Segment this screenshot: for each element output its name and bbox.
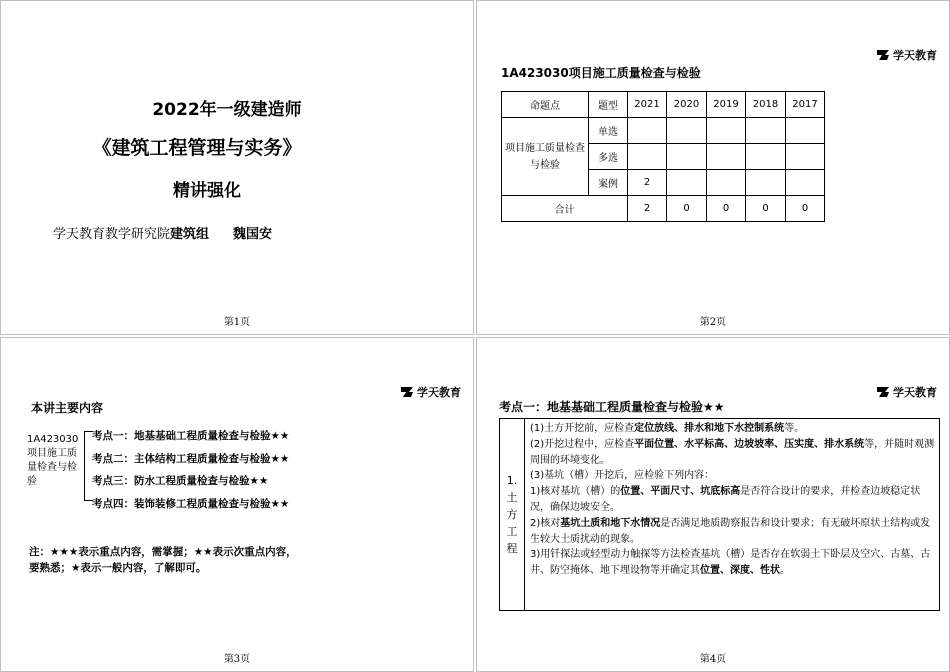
- topic-list: [92, 425, 289, 515]
- page-title: 1A423030项目施工质量检查与检验: [501, 66, 701, 80]
- header-year: 2019: [707, 92, 746, 118]
- cover-year-title: 2022年一级建造师: [152, 100, 302, 120]
- table-total-row: [502, 196, 825, 222]
- total-label: 合计: [502, 196, 628, 222]
- slide-page-4: [476, 337, 950, 672]
- type-cell: 多选: [589, 144, 628, 170]
- value-cell: 2: [628, 170, 667, 196]
- paragraph: 3)用钎探法或轻型动力触探等方法检查基坑（槽）是否存在软弱土下卧层及空穴、古墓、古井、防空掩体、地下埋设物等并确定其位置、深度、性状。: [530, 549, 931, 577]
- topic-code-desc: 项目施工质量检查与检验: [27, 448, 77, 487]
- exam-stats-table: [501, 91, 825, 222]
- topic-code-block: [27, 433, 79, 489]
- brand-logo-icon: [876, 386, 890, 398]
- legend-note-line: 要熟悉；★表示一般内容，了解即可。: [29, 562, 207, 574]
- total-cell: 0: [707, 196, 746, 222]
- paragraph: 1)核对基坑（槽）的位置、平面尺寸、坑底标高是否符合设计的要求，并检查边坡稳定状况，确保边坡安全。: [530, 486, 921, 513]
- paragraph: 2)核对基坑土质和地下水情况是否满足地质勘察报告和设计要求；有无破坏原状土结构或发生较大土质扰动的现象。: [530, 517, 931, 545]
- value-cell: [707, 144, 746, 170]
- type-cell: 单选: [589, 118, 628, 144]
- value-cell: [628, 118, 667, 144]
- header-year: 2021: [628, 92, 667, 118]
- value-cell: [786, 118, 825, 144]
- paragraph: (3)基坑（槽）开挖后，应检验下列内容：: [530, 470, 715, 482]
- brand-logo-text: 学天教育: [893, 49, 937, 62]
- brand-logo-text: 学天教育: [893, 386, 937, 399]
- list-item: 考点一：地基基础工程质量检查与检验★★: [92, 430, 290, 442]
- brand-logo: [876, 384, 937, 400]
- author-name: 魏国安: [233, 227, 273, 242]
- content-text: [530, 421, 935, 579]
- paragraph: (2)开挖过程中，应检查平面位置、水平标高、边坡坡率、压实度、排水系统等，并随时观测周围的环境变化。: [530, 438, 935, 466]
- page-footer: 第3页: [223, 654, 251, 665]
- author-group: 建筑组: [170, 227, 210, 242]
- value-cell: [628, 144, 667, 170]
- header-year: 2018: [746, 92, 786, 118]
- header-type: 题型: [589, 92, 628, 118]
- paragraph: (1)土方开挖前，应检查定位放线、排水和地下水控制系统等。: [530, 423, 805, 434]
- value-cell: [667, 170, 707, 196]
- header-topic: 命题点: [502, 92, 589, 118]
- value-cell: [667, 144, 707, 170]
- section-label: 1.土方工程: [506, 474, 518, 555]
- value-cell: [746, 170, 786, 196]
- page-footer: 第4页: [699, 654, 727, 665]
- content-box: [499, 418, 940, 611]
- cover-author-line: [53, 223, 272, 242]
- topic-cell: 项目施工质量检查与检验: [502, 118, 589, 196]
- page-footer: 第2页: [699, 317, 727, 328]
- author-org: 学天教育教学研究院: [53, 227, 171, 242]
- total-cell: 0: [786, 196, 825, 222]
- total-cell: 2: [628, 196, 667, 222]
- section-label-cell: [500, 419, 525, 610]
- slide-page-3: [0, 337, 474, 672]
- brand-logo: [400, 384, 461, 400]
- page-footer: 第1页: [223, 317, 251, 328]
- value-cell: [707, 170, 746, 196]
- value-cell: [786, 144, 825, 170]
- value-cell: [746, 118, 786, 144]
- type-cell: 案例: [589, 170, 628, 196]
- brand-logo: [876, 47, 937, 63]
- legend-note-line: 注：★★★表示重点内容，需掌握；★★表示次重点内容，: [29, 546, 297, 558]
- brand-logo-icon: [400, 386, 414, 398]
- list-item: 考点四：装饰装修工程质量检查与检验★★: [92, 497, 290, 510]
- list-item: 考点三：防水工程质量检查与检验★★: [92, 475, 269, 487]
- cover-book-title: 《建筑工程管理与实务》: [92, 137, 302, 159]
- table-header-row: [502, 92, 825, 118]
- list-item: 考点二：主体结构工程质量检查与检验★★: [92, 452, 290, 465]
- slide-page-1: [0, 0, 474, 335]
- page-title: 本讲主要内容: [31, 401, 104, 415]
- total-cell: 0: [667, 196, 707, 222]
- topic-code: 1A423030: [27, 434, 79, 445]
- value-cell: [707, 118, 746, 144]
- legend-note: [29, 544, 297, 576]
- total-cell: 0: [746, 196, 786, 222]
- brand-logo-icon: [876, 49, 890, 61]
- header-year: 2020: [667, 92, 707, 118]
- value-cell: [667, 118, 707, 144]
- brand-logo-text: 学天教育: [417, 386, 461, 399]
- cover-subtitle: 精讲强化: [173, 181, 241, 201]
- value-cell: [746, 144, 786, 170]
- value-cell: [786, 170, 825, 196]
- page-title: 考点一：地基基础工程质量检查与检验★★: [499, 400, 725, 414]
- table-row: [502, 118, 825, 144]
- header-year: 2017: [786, 92, 825, 118]
- slide-page-2: [476, 0, 950, 335]
